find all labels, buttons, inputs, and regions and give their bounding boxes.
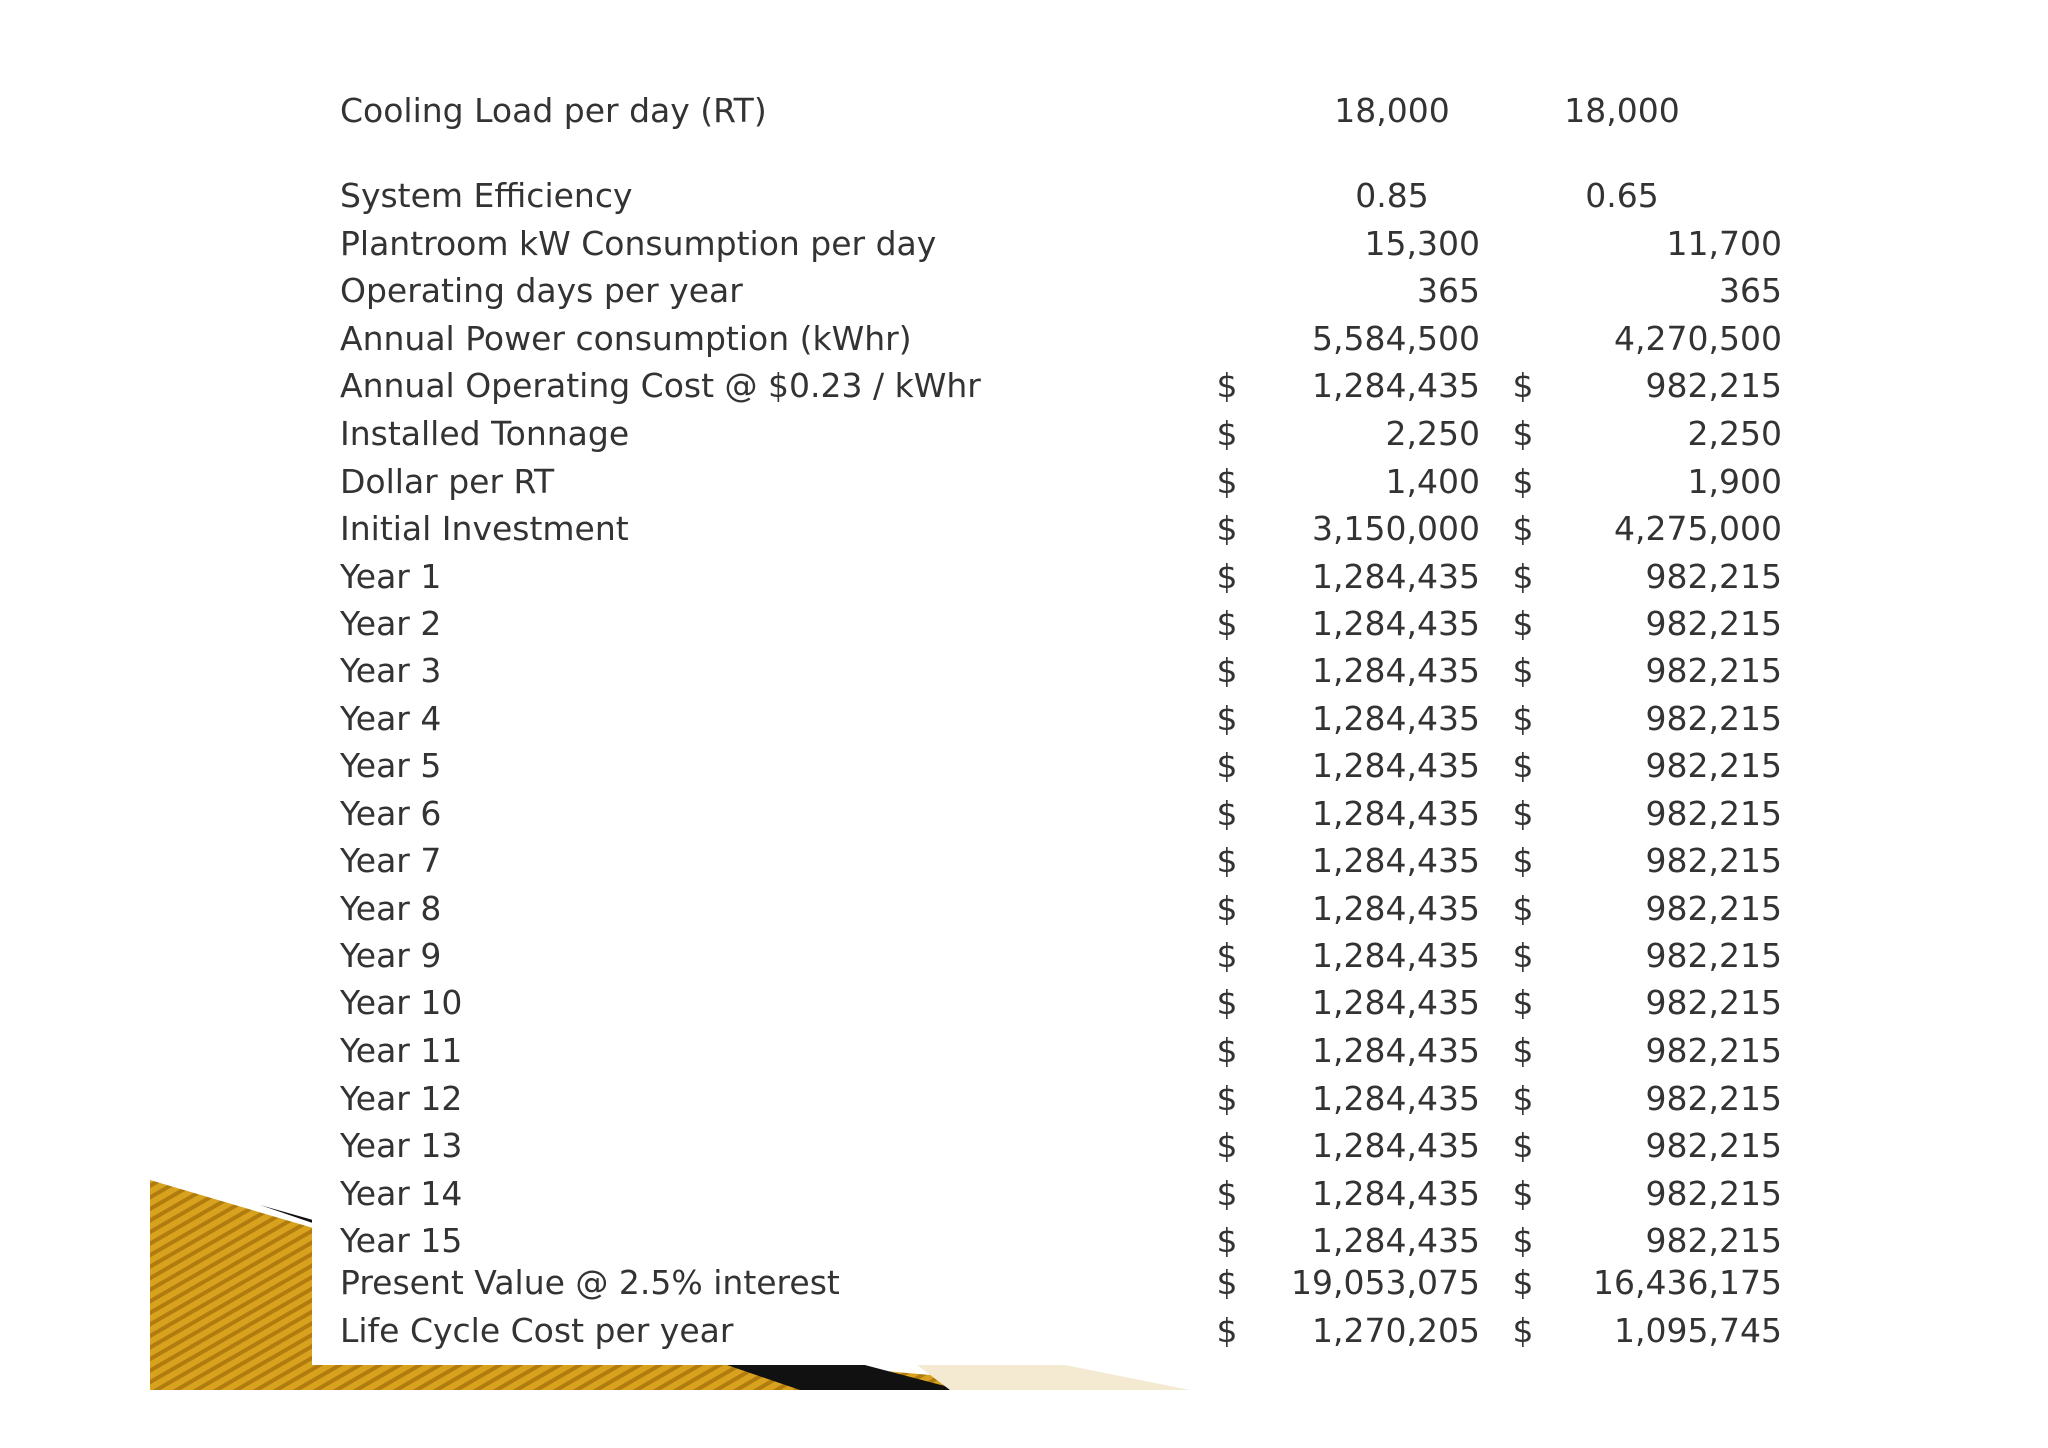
value-system-b: 982,215 [1645, 1221, 1782, 1260]
row-label: Initial Investment [340, 509, 629, 548]
currency-symbol: $ [1216, 936, 1238, 975]
currency-symbol: $ [1512, 557, 1534, 596]
value-system-b: 982,215 [1645, 604, 1782, 643]
table-row [312, 90, 1792, 132]
row-label: Year 9 [340, 936, 442, 975]
currency-symbol: $ [1216, 841, 1238, 880]
table-row [312, 603, 1792, 645]
row-label: Present Value @ 2.5% interest [340, 1263, 840, 1302]
currency-symbol: $ [1216, 1174, 1238, 1213]
value-system-a: 5,584,500 [1312, 319, 1480, 358]
table-row [312, 698, 1792, 740]
currency-symbol: $ [1216, 1263, 1238, 1302]
row-label: Year 2 [340, 604, 442, 643]
currency-symbol: $ [1216, 1031, 1238, 1070]
value-system-a: 2,250 [1385, 414, 1480, 453]
value-system-a: 1,284,435 [1312, 557, 1480, 596]
row-label: Life Cycle Cost per year [340, 1311, 734, 1350]
value-system-b: 982,215 [1645, 651, 1782, 690]
row-label: Year 13 [340, 1126, 463, 1165]
value-system-a: 1,284,435 [1312, 1031, 1480, 1070]
currency-symbol: $ [1512, 1031, 1534, 1070]
table-row [312, 318, 1792, 360]
value-system-a: 19,053,075 [1291, 1263, 1480, 1302]
value-system-a: 1,284,435 [1312, 746, 1480, 785]
row-label: Year 1 [340, 557, 442, 596]
row-label: Installed Tonnage [340, 414, 630, 453]
value-system-a: 1,284,435 [1312, 794, 1480, 833]
row-label: Year 6 [340, 794, 442, 833]
currency-symbol: $ [1216, 509, 1238, 548]
currency-symbol: $ [1512, 1079, 1534, 1118]
value-system-a: 0.85 [1355, 176, 1429, 215]
row-label: Year 10 [340, 983, 463, 1022]
table-row [312, 840, 1792, 882]
value-system-b: 982,215 [1645, 1079, 1782, 1118]
currency-symbol: $ [1216, 983, 1238, 1022]
table-row [312, 270, 1792, 312]
currency-symbol: $ [1512, 699, 1534, 738]
value-system-b: 16,436,175 [1593, 1263, 1782, 1302]
currency-symbol: $ [1512, 936, 1534, 975]
currency-symbol: $ [1512, 651, 1534, 690]
table-row [312, 1262, 1792, 1304]
row-label: Year 12 [340, 1079, 463, 1118]
value-system-a: 1,284,435 [1312, 983, 1480, 1022]
value-system-a: 1,284,435 [1312, 1126, 1480, 1165]
value-system-b: 982,215 [1645, 983, 1782, 1022]
value-system-a: 1,284,435 [1312, 651, 1480, 690]
currency-symbol: $ [1216, 557, 1238, 596]
row-label: Operating days per year [340, 271, 743, 310]
currency-symbol: $ [1512, 414, 1534, 453]
value-system-a: 1,284,435 [1312, 841, 1480, 880]
currency-symbol: $ [1512, 1263, 1534, 1302]
table-row [312, 413, 1792, 455]
value-system-b: 4,275,000 [1614, 509, 1782, 548]
currency-symbol: $ [1216, 1079, 1238, 1118]
value-system-a: 1,284,435 [1312, 1079, 1480, 1118]
row-label: Annual Operating Cost @ $0.23 / kWhr [340, 366, 981, 405]
table-row [312, 1125, 1792, 1167]
value-system-a: 1,270,205 [1312, 1311, 1480, 1350]
row-label: Year 5 [340, 746, 442, 785]
currency-symbol: $ [1512, 841, 1534, 880]
value-system-a: 1,284,435 [1312, 936, 1480, 975]
table-row [312, 650, 1792, 692]
value-system-a: 3,150,000 [1312, 509, 1480, 548]
currency-symbol: $ [1216, 366, 1238, 405]
value-system-b: 2,250 [1687, 414, 1782, 453]
value-system-b: 982,215 [1645, 936, 1782, 975]
currency-symbol: $ [1512, 1221, 1534, 1260]
value-system-a: 1,284,435 [1312, 366, 1480, 405]
value-system-a: 1,284,435 [1312, 1221, 1480, 1260]
table-row [312, 745, 1792, 787]
value-system-a: 1,284,435 [1312, 889, 1480, 928]
currency-symbol: $ [1216, 699, 1238, 738]
table-row [312, 508, 1792, 550]
table-row [312, 982, 1792, 1024]
currency-symbol: $ [1216, 414, 1238, 453]
row-label: Year 15 [340, 1221, 463, 1260]
cost-table [312, 60, 1792, 1365]
value-system-a: 15,300 [1364, 224, 1480, 263]
row-label: Annual Power consumption (kWhr) [340, 319, 912, 358]
currency-symbol: $ [1512, 1174, 1534, 1213]
row-label: Year 7 [340, 841, 442, 880]
value-system-a: 365 [1417, 271, 1480, 310]
value-system-a: 18,000 [1334, 91, 1450, 130]
table-row [312, 1220, 1792, 1262]
row-label: Year 14 [340, 1174, 463, 1213]
table-row [312, 223, 1792, 265]
value-system-b: 11,700 [1666, 224, 1782, 263]
currency-symbol: $ [1512, 366, 1534, 405]
currency-symbol: $ [1216, 604, 1238, 643]
currency-symbol: $ [1216, 462, 1238, 501]
value-system-b: 982,215 [1645, 366, 1782, 405]
value-system-b: 982,215 [1645, 841, 1782, 880]
currency-symbol: $ [1512, 794, 1534, 833]
value-system-b: 982,215 [1645, 889, 1782, 928]
value-system-a: 1,284,435 [1312, 699, 1480, 738]
table-row [312, 365, 1792, 407]
currency-symbol: $ [1512, 889, 1534, 928]
row-label: Plantroom kW Consumption per day [340, 224, 937, 263]
row-label: Year 8 [340, 889, 442, 928]
row-label: System Efficiency [340, 176, 633, 215]
value-system-b: 365 [1719, 271, 1782, 310]
table-row [312, 461, 1792, 503]
currency-symbol: $ [1216, 1126, 1238, 1165]
value-system-b: 4,270,500 [1614, 319, 1782, 358]
table-row [312, 1173, 1792, 1215]
table-row [312, 1078, 1792, 1120]
value-system-b: 982,215 [1645, 1174, 1782, 1213]
currency-symbol: $ [1512, 462, 1534, 501]
currency-symbol: $ [1512, 1311, 1534, 1350]
currency-symbol: $ [1512, 604, 1534, 643]
value-system-b: 982,215 [1645, 1031, 1782, 1070]
value-system-b: 982,215 [1645, 557, 1782, 596]
value-system-b: 18,000 [1564, 91, 1680, 130]
value-system-b: 982,215 [1645, 699, 1782, 738]
row-label: Year 4 [340, 699, 442, 738]
table-row [312, 888, 1792, 930]
currency-symbol: $ [1512, 983, 1534, 1022]
currency-symbol: $ [1512, 1126, 1534, 1165]
value-system-a: 1,284,435 [1312, 604, 1480, 643]
currency-symbol: $ [1512, 509, 1534, 548]
value-system-b: 982,215 [1645, 746, 1782, 785]
value-system-b: 0.65 [1585, 176, 1659, 215]
currency-symbol: $ [1216, 1221, 1238, 1260]
value-system-b: 982,215 [1645, 794, 1782, 833]
row-label: Cooling Load per day (RT) [340, 91, 767, 130]
row-label: Year 3 [340, 651, 442, 690]
currency-symbol: $ [1512, 746, 1534, 785]
currency-symbol: $ [1216, 746, 1238, 785]
row-label: Dollar per RT [340, 462, 555, 501]
table-row [312, 935, 1792, 977]
table-row [312, 175, 1792, 217]
table-row [312, 1030, 1792, 1072]
value-system-b: 1,095,745 [1614, 1311, 1782, 1350]
currency-symbol: $ [1216, 889, 1238, 928]
value-system-b: 982,215 [1645, 1126, 1782, 1165]
value-system-a: 1,284,435 [1312, 1174, 1480, 1213]
currency-symbol: $ [1216, 794, 1238, 833]
table-row [312, 556, 1792, 598]
currency-symbol: $ [1216, 1311, 1238, 1350]
value-system-a: 1,400 [1385, 462, 1480, 501]
table-row [312, 793, 1792, 835]
table-row [312, 1310, 1792, 1352]
currency-symbol: $ [1216, 651, 1238, 690]
row-label: Year 11 [340, 1031, 463, 1070]
value-system-b: 1,900 [1687, 462, 1782, 501]
